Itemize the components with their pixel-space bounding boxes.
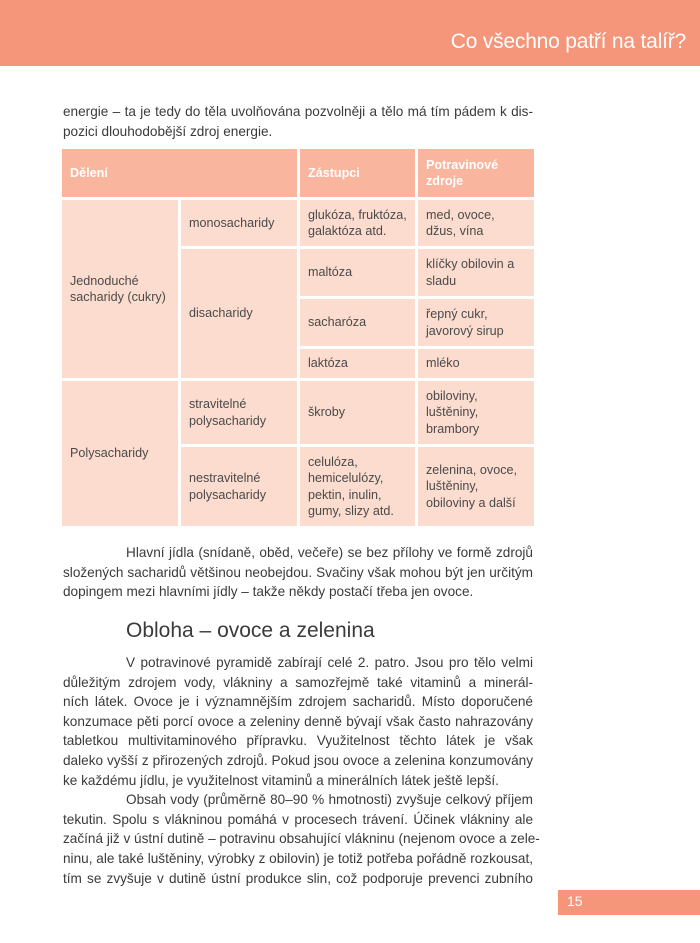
subgroup-cell: monosacharidy xyxy=(181,200,297,246)
sources-cell: mléko xyxy=(418,349,534,378)
table-header-representatives: Zástupci xyxy=(300,149,415,197)
saccharides-table xyxy=(62,149,534,526)
text-line: Hlavní jídla (snídaně, oběd, večeře) se bez přílohy ve formě zdrojů xyxy=(126,545,533,560)
sources-cell: řepný cukr, javorový sirup xyxy=(418,299,534,346)
text-line: energie – ta je tedy do těla uvolňována pozvolněji a tělo má tím pádem k dis- xyxy=(63,104,533,119)
chapter-title: Co všechno patří na talíř? xyxy=(450,30,686,53)
representatives-cell: glukóza, fruktóza, galaktóza atd. xyxy=(300,200,415,246)
representatives-cell: maltóza xyxy=(300,249,415,296)
table-header-division: Dělení xyxy=(62,149,297,197)
section-heading: Obloha – ovoce a zelenina xyxy=(126,619,375,642)
subgroup-cell: disacharidy xyxy=(181,249,297,378)
text-line: Obsah vody (průměrně 80–90 % hmotnosti) zvyšuje celkový příjem xyxy=(126,792,533,808)
text-line: důležitým zdrojem vody, vlákniny a samozřejmě také vitaminů a minerál- xyxy=(63,674,533,690)
subgroup-cell: stravitelné polysacharidy xyxy=(181,381,297,444)
text-line: ninu, ale také luštěniny, výrobky z obilovin) je totiž potřeba pořádně rozkousat, xyxy=(63,850,533,866)
group-polysaccharides: Polysacharidy xyxy=(62,381,178,526)
text-line: tím se zvyšuje v dutině ústní produkce slin, což podporuje prevenci zubního xyxy=(63,870,533,886)
representatives-cell: sacharóza xyxy=(300,299,415,346)
meals-paragraph xyxy=(63,543,533,602)
sources-cell: obiloviny, luštěniny, brambory xyxy=(418,381,534,444)
subgroup-cell: nestravitelné polysacharidy xyxy=(181,447,297,526)
text-line: složených sacharidů většinou neobejdou. Svačiny však mohou být jen určitým xyxy=(63,564,533,580)
text-line: tekutin. Spolu s vlákninou pomáhá v procesech trávení. Účinek vlákniny ale xyxy=(63,811,533,827)
text-line: začíná již v ústní dutině – potravinu obsahující vlákninu (nejenom ovoce a zele- xyxy=(63,831,540,847)
sources-cell: med, ovoce, džus, vína xyxy=(418,200,534,246)
text-line: pozici dlouhodobější zdroj energie. xyxy=(63,123,273,139)
text-line: ních látek. Ovoce je i významnějším zdrojem sacharidů. Místo doporučené xyxy=(63,694,533,710)
sources-cell: zelenina, ovoce, luštěniny, obiloviny a další xyxy=(418,447,534,526)
intro-paragraph xyxy=(63,102,533,141)
page-number: 15 xyxy=(567,893,583,909)
page-number-box xyxy=(558,890,700,915)
text-line: V potravinové pyramidě zabírají celé 2. patro. Jsou pro tělo velmi xyxy=(126,655,533,670)
representatives-cell: celulóza, hemicelulózy, pektin, inulin, gumy, slizy atd. xyxy=(300,447,415,526)
representatives-cell: laktóza xyxy=(300,349,415,378)
header-band xyxy=(0,0,700,66)
text-line: tabletkou multivitaminového přípravku. Využitelnost těchto látek je však xyxy=(63,733,533,749)
section-body xyxy=(63,653,540,888)
representatives-cell: škroby xyxy=(300,381,415,444)
text-line: konzumace pěti porcí ovoce a zeleniny denně bývají však často nahrazovány xyxy=(63,713,533,729)
group-simple-saccharides: Jednoduché sacharidy (cukry) xyxy=(62,200,178,378)
text-line: ke každému jídlu, je využitelnost vitaminů a minerálních látek ještě lepší. xyxy=(63,772,499,788)
table-header-sources: Potravinové zdroje xyxy=(418,149,534,197)
text-line: daleko vyšší z přirozených zdrojů. Pokud jsou ovoce a zelenina konzumovány xyxy=(63,752,533,768)
sources-cell: klíčky obilovin a sladu xyxy=(418,249,534,296)
text-line: dopingem mezi hlavními jídly – takže někdy postačí třeba jen ovoce. xyxy=(63,584,474,600)
